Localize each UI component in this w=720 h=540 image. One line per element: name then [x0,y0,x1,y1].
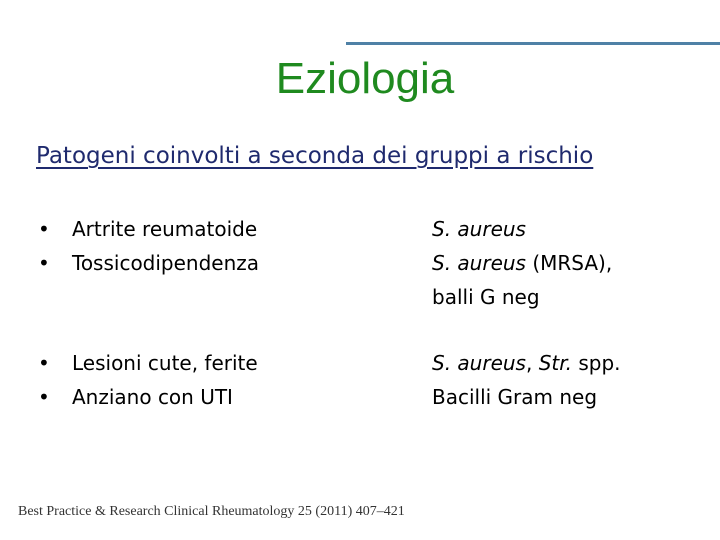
pathogen-line: S. aureus [432,217,526,241]
bullet-icon: • [38,217,50,241]
bullet-icon: • [38,385,50,409]
list-item: • Lesioni cute, ferite [36,346,258,380]
risk-group-list-1 [36,212,259,280]
list-item: • Artrite reumatoide [36,212,259,246]
list-item: • Anziano con UTI [36,380,258,414]
pathogen-line: balli G neg [432,285,540,309]
bullet-icon: • [38,351,50,375]
pathogen-list-2 [432,346,621,414]
pathogen-line: S. aureus (MRSA), [432,251,613,275]
bullet-icon: • [38,251,50,275]
pathogen-line: S. aureus, Str. spp. [432,351,621,375]
pathogen-line: Bacilli Gram neg [432,385,598,409]
slide-subtitle: Patogeni coinvolti a seconda dei gruppi a rischio [36,143,594,169]
slide-title: Eziologia [275,54,455,103]
top-decorative-rule [346,42,720,45]
citation: Best Practice & Research Clinical Rheumatology 25 (2011) 407–421 [18,504,405,519]
pathogen-list-1 [432,212,612,314]
risk-group-list-2 [36,346,258,414]
list-item: • Tossicodipendenza [36,246,259,280]
